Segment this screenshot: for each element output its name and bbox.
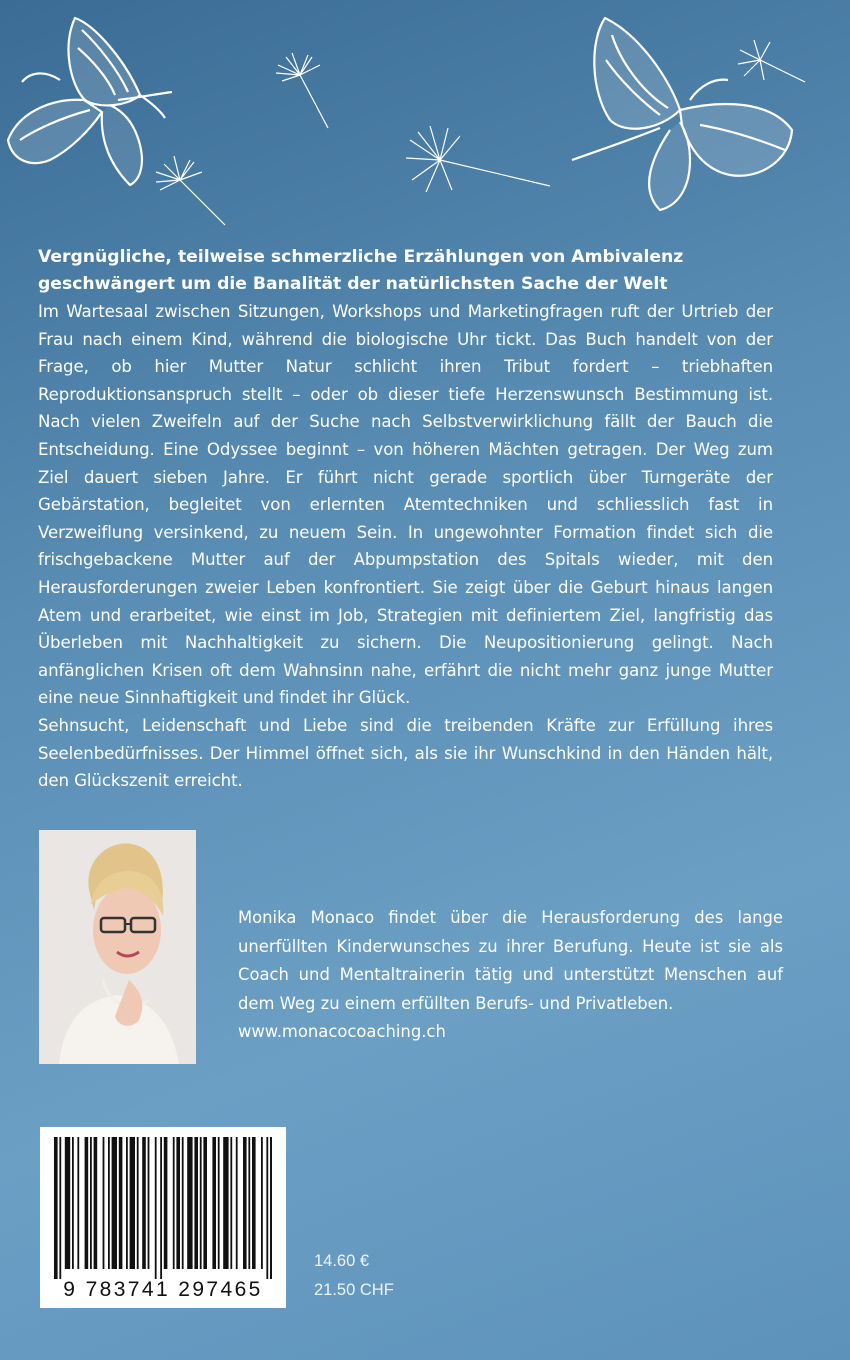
author-website: www.monacocoaching.ch bbox=[238, 1022, 446, 1042]
author-bio bbox=[238, 904, 783, 1047]
dandelion-seed-icon bbox=[276, 53, 328, 128]
price-eur: 14.60 € bbox=[314, 1252, 370, 1270]
blurb-paragraph-2: Sehnsucht, Leidenschaft und Liebe sind die treibenden Kräfte zur Erfüllung ihres Seelenbedürfnisses. Der Himmel öffnet sich, als sie ihr Wunschkind in den Händen hält, den Glückszenit erreicht. bbox=[38, 715, 773, 791]
blurb-paragraph-1: Im Wartesaal zwischen Sitzungen, Workshops und Marketingfragen ruft der Urtrieb der Frau nach einem Kind, während die biologische Uhr tickt. Das Buch handelt von der Frage, ob hier Mutter Natur schlicht ihren Tribut fordert – triebhaften Reproduktionsanspruch stellt – oder ob dieser tiefe Herzenswunsch Bestimmung ist. Nach vielen Zweifeln auf der Suche nach Selbstverwirklichung fällt der Bauch die Entscheidung. Eine Odyssee beginnt – von höheren Mächten getragen. Der Weg zum Ziel dauert sieben Jahre. Er führt nicht gerade sportlich über Turngeräte der Gebärstation, begleitet von erlernten Atemtechniken und schliesslich fast in Verzweiflung versinkend, zu neuem Sein. In ungewohnter Formation findet sich die frischgebackene Mutter auf der Abpumpstation des Spitals wieder, mit den Herausforderungen zweier Leben konfrontiert. Sie zeigt über die Geburt hinaus langen Atem und erarbeitet, wie einst im Job, Strategien mit definiertem Ziel, langfristig das Überleben mit Nachhaltigkeit zu sichern. Die Neupositionierung gelingt. Nach anfänglichen Krisen oft dem Wahnsinn nahe, erfährt die nicht mehr ganz junge Mutter eine neue Sinnhaftigkeit und findet ihr Glück. bbox=[38, 302, 773, 708]
decorative-header bbox=[0, 0, 850, 250]
lead-line-1: Vergnügliche, teilweise schmerzliche Erzählungen von Ambivalenz bbox=[38, 247, 684, 267]
dandelion-seed-icon bbox=[406, 126, 550, 192]
author-photo bbox=[39, 830, 196, 1064]
dandelion-seed-icon bbox=[156, 156, 225, 225]
butterfly-icon bbox=[8, 18, 172, 185]
back-cover-blurb bbox=[38, 244, 773, 795]
dandelion-seed-icon bbox=[738, 40, 805, 82]
lead-line-2: geschwängert um die Banalität der natürlichsten Sache der Welt bbox=[38, 274, 668, 294]
price-chf: 21.50 CHF bbox=[314, 1281, 394, 1299]
butterfly-icon bbox=[572, 18, 792, 210]
author-bio-text: Monika Monaco findet über die Herausforderung des lange unerfüllten Kinderwunsches zu ihrer Berufung. Heute ist sie als Coach und Mentaltrainerin tätig und unterstützt Menschen auf dem Weg zu einem erfüllten Berufs- und Privatleben. bbox=[238, 908, 783, 1013]
isbn-number: 9 783741 297465 bbox=[63, 1278, 263, 1301]
isbn-barcode bbox=[40, 1127, 286, 1308]
